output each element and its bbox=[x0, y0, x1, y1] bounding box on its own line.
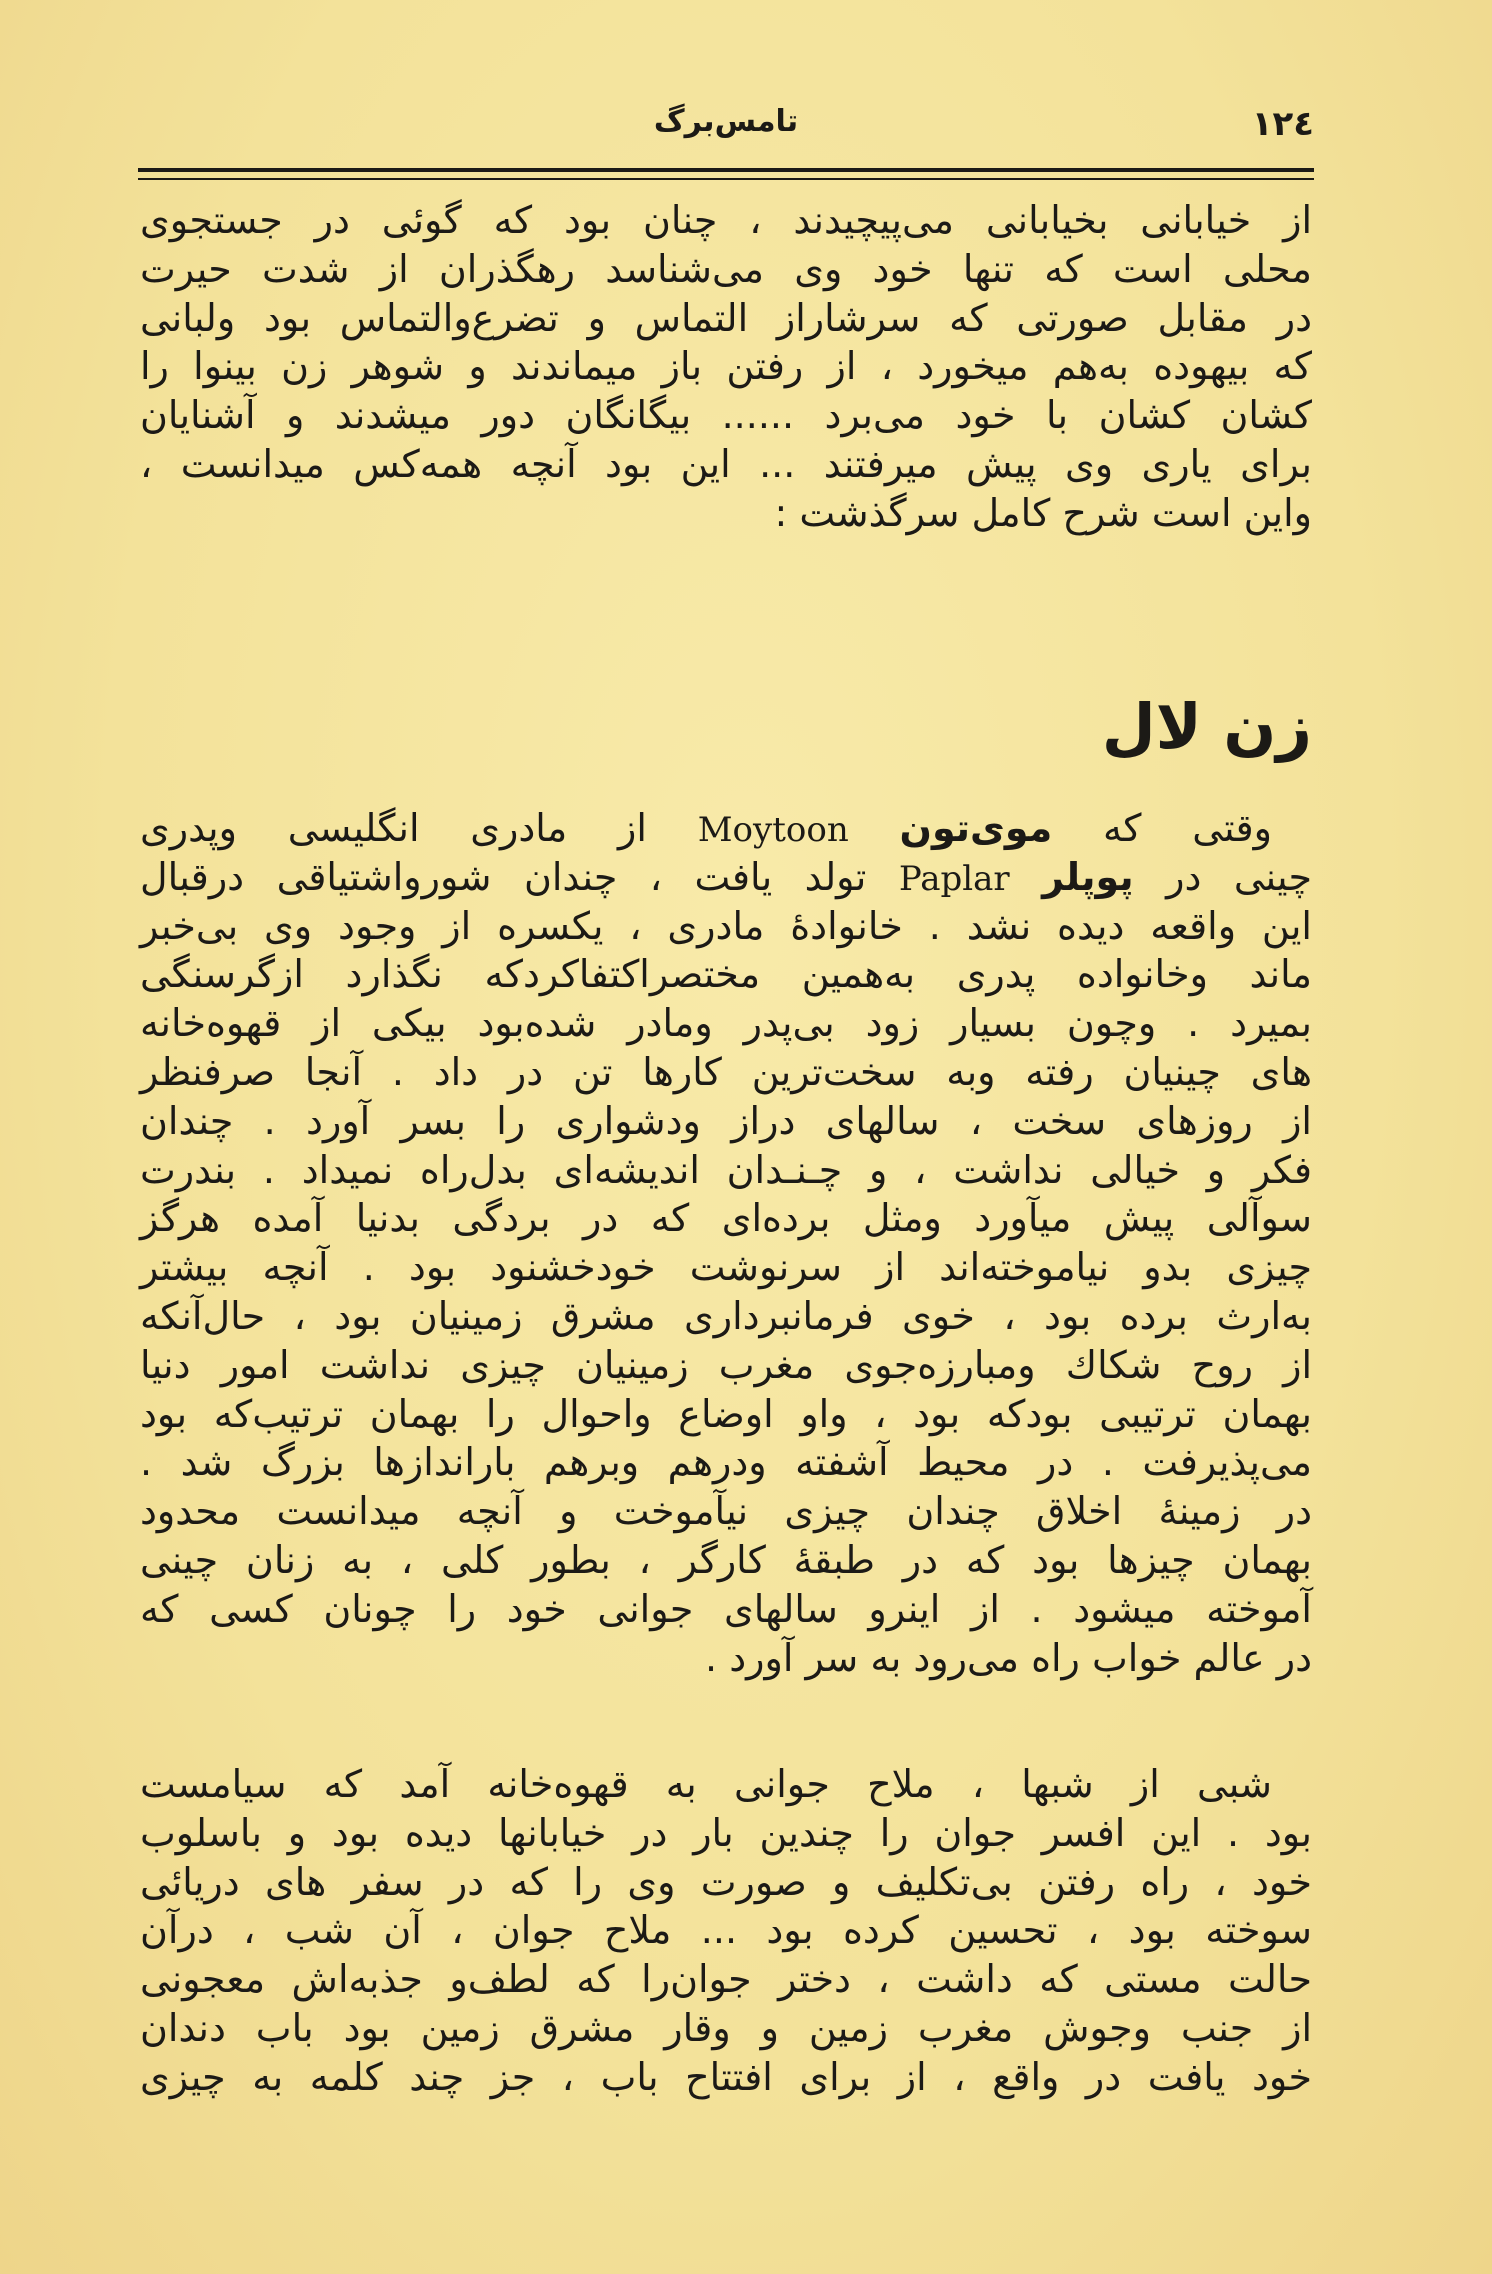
text-line: بهمان چیزها بود که در طبقهٔ کارگر ، بطور کلی ، به زنان چینی bbox=[140, 1537, 1312, 1582]
text-line: در مقابل صورتی که سرشاراز التماس و تضرع‌والتماس بود ولبانی bbox=[140, 295, 1312, 340]
text-line: در زمینهٔ اخلاق چندان چیزی نیآموخت و آنچه میدانست محدود bbox=[140, 1489, 1312, 1534]
text-line: خود ، راه رفتن بی‌تکلیف و صورت وی را که در سفر های دریائی bbox=[140, 1859, 1312, 1904]
intro-paragraph bbox=[140, 196, 1312, 538]
text-line: حالت مستی که داشت ، دختر جوان‌را که لطف‌و جذبه‌اش معجونی bbox=[140, 1957, 1312, 2002]
page-header bbox=[138, 104, 1314, 148]
text-line: آموخته میشود . از اینرو سالهای جوانی خود را چونان کسی که bbox=[140, 1586, 1312, 1631]
text-line: بود . این افسر جوان را چندین بار در خیابانها دیده بود و باسلوب bbox=[140, 1810, 1312, 1855]
place-name: پوپلر bbox=[1042, 854, 1134, 899]
text-span: وقتی که bbox=[1103, 806, 1272, 850]
text-line: بهمان ترتیبی بودکه بود ، واو اوضاع واحوال را بهمان ترتیب‌که بود bbox=[140, 1391, 1312, 1436]
text-line: چیزی بدو نیاموخته‌اند از سرنوشت خودخشنود بود . آنچه بیشتر bbox=[140, 1245, 1312, 1290]
latin-place-name: Paplar bbox=[898, 858, 1010, 899]
text-line: در عالم خواب راه می‌رود به سر آورد . bbox=[705, 1635, 1312, 1680]
running-title: تامس‌برگ bbox=[653, 104, 799, 139]
text-span: از مادری انگلیسی وپدری bbox=[140, 806, 647, 850]
text-line: خود یافت در واقع ، از برای افتتاح باب ، جز چند کلمه به چیزی bbox=[140, 2054, 1312, 2099]
section-heading: زن لال bbox=[1101, 690, 1312, 763]
text-line: که بیهوده به‌هم میخورد ، از رفتن باز میماندند و شوهر زن بینوا را bbox=[140, 344, 1312, 389]
latin-name: Moytoon bbox=[697, 810, 849, 850]
section-paragraph-2 bbox=[140, 1760, 1312, 2102]
text-line: های چینیان رفته وبه سخت‌ترین کارها تن در داد . آنجا صرفنظر bbox=[140, 1049, 1312, 1094]
text-line: برای یاری وی پیش میرفتند ... این بود آنچه همه‌کس میدانست ، bbox=[140, 441, 1312, 486]
character-name: موی‌تون bbox=[899, 806, 1053, 850]
text-line bbox=[140, 804, 1312, 853]
text-span: چینی در bbox=[1166, 854, 1312, 899]
text-line: کشان کشان با خود می‌برد ...... بیگانگان دور میشدند و آشنایان bbox=[140, 393, 1312, 438]
header-rule-thick bbox=[138, 168, 1314, 172]
text-line: از خیابانی بخیابانی می‌پیچیدند ، چنان بود که گوئی در جستجوی bbox=[140, 198, 1312, 242]
text-line: ماند وخانواده پدری به‌همین مختصراکتفاکردکه نگذارد ازگرسنگی bbox=[140, 952, 1312, 997]
text-line: سوخته بود ، تحسین کرده بود ... ملاح جوان ، آن شب ، درآن bbox=[140, 1908, 1312, 1953]
text-line: سوآلی پیش میآورد ومثل برده‌ای که در بردگی بدنیا آمده هرگز bbox=[140, 1196, 1312, 1241]
text-line: بمیرد . وچون بسیار زود بی‌پدر ومادر شده‌بود بیکی از قهوه‌خانه bbox=[140, 1001, 1312, 1046]
text-line: از جنب وجوش مغرب زمین و وقار مشرق زمین بود باب دندان bbox=[140, 2005, 1312, 2050]
text-line bbox=[140, 853, 1312, 902]
text-line: از روزهای سخت ، سالهای دراز ودشواری را بسر آورد . چندان bbox=[140, 1098, 1312, 1143]
text-line: به‌ارث برده بود ، خوی فرمانبرداری مشرق زمینیان بود ، حال‌آنکه bbox=[140, 1293, 1312, 1338]
text-line: فکر و خیالی نداشت ، و چـنـدان اندیشه‌ای بدل‌راه نمیداد . بندرت bbox=[140, 1147, 1312, 1192]
header-rule-thin bbox=[138, 178, 1314, 180]
text-line: واین است شرح کامل سرگذشت : bbox=[774, 490, 1312, 535]
text-line: می‌پذیرفت . در محیط آشفته ودرهم وبرهم باراندازها بزرگ شد . bbox=[140, 1440, 1312, 1485]
text-line: محلی است که تنها خود وی می‌شناسد رهگذران از شدت حیرت bbox=[140, 246, 1312, 291]
text-line: شبی از شبها ، ملاح جوانی به قهوه‌خانه آمد که سیامست bbox=[140, 1762, 1272, 1806]
page-number: ١٢٤ bbox=[1251, 104, 1314, 144]
section-paragraph-1 bbox=[140, 804, 1312, 1682]
text-line: از روح شکاك ومبارزه‌جوی مغرب زمینیان چیزی نداشت امور دنیا bbox=[140, 1342, 1312, 1387]
text-span: تولد یافت ، چندان شورواشتیاقی درقبال bbox=[140, 854, 867, 899]
text-line: این واقعه دیده نشد . خانوادهٔ مادری ، یکسره از وجود وی بی‌خبر bbox=[140, 903, 1312, 948]
